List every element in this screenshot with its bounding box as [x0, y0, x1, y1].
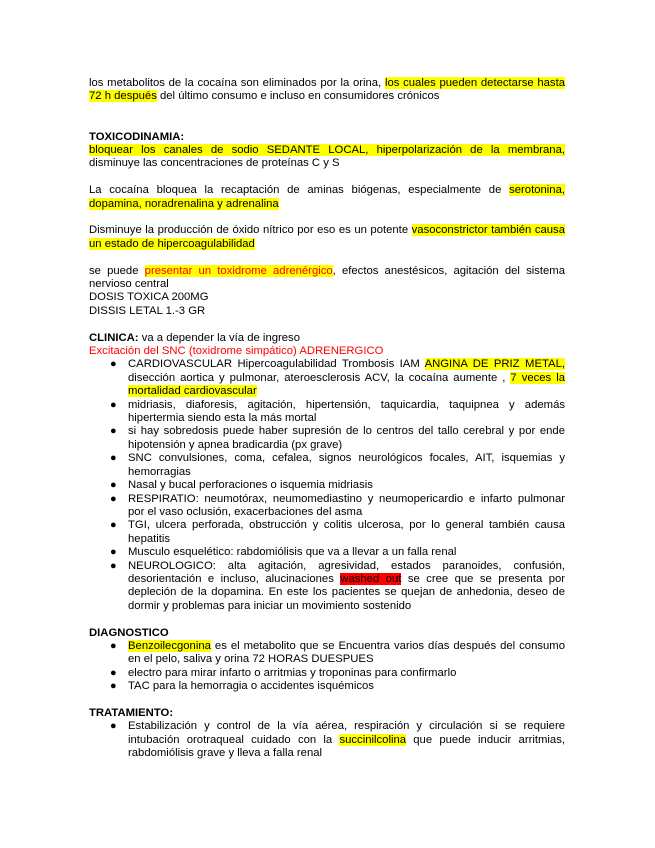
- dose-lethal: DISSIS LETAL 1.-3 GR: [89, 304, 206, 317]
- highlighted-text: ANGINA DE PRIZ METAL,: [424, 358, 565, 371]
- bullet-icon: ●: [110, 666, 117, 679]
- clinica-subheading: Excitación del SNC (toxidrome simpático) ADRENERGICO: [89, 345, 384, 358]
- highlighted-text: vasoconstrictor también causa un estado de hipercoagulabilidad: [89, 224, 565, 250]
- highlighted-text: succinilcolina: [339, 733, 407, 746]
- bullet-icon: ●: [110, 492, 117, 505]
- list-item: ● CARDIOVASCULAR Hipercoagulabilidad Trombosis IAM ANGINA DE PRIZ METAL, disección aortica y pulmonar, ateroesclerosis ACV, la cocaína aumente , 7 veces la mortalidad cardiovascular: [110, 358, 565, 398]
- diagnostico-heading: DIAGNOSTICO: [89, 626, 169, 639]
- toxicodinamia-paragraph-3: Disminuye la producción de óxido nítrico por eso es un potente vasoconstrictor también causa un estado de hipercoagulabilidad: [89, 224, 565, 250]
- toxicodinamia-heading: TOXICODINAMIA:: [89, 130, 185, 143]
- diagnostico-list: [89, 640, 565, 694]
- highlighted-text: Benzoilecgonina: [128, 639, 211, 652]
- clinica-list: [89, 358, 565, 613]
- tratamiento-list: [89, 720, 565, 760]
- highlighted-text: serotonina, dopamina, noradrenalina y adrenalina: [89, 184, 565, 210]
- list-item: ● TGI, ulcera perforada, obstrucción y colitis ulcerosa, por lo general también causa hepatitis: [110, 519, 565, 545]
- toxicodinamia-paragraph-4: se puede presentar un toxidrome adrenérgico, efectos anestésicos, agitación del sistema nervioso central: [89, 264, 566, 291]
- list-item: ● si hay sobredosis puede haber supresión de lo centros del tallo cerebral y por ende hipotensión y apnea bradicardia (px grave): [110, 425, 565, 451]
- bullet-icon: ●: [110, 546, 117, 559]
- list-item: ● electro para mirar infarto o arritmias y troponinas para confirmarlo: [110, 666, 457, 679]
- list-item: ● Benzoilecgonina es el metabolito que se Encuentra varios días después del consumo en el pelo, saliva y orina 72 HORAS DUESPUES: [110, 639, 565, 666]
- highlighted-red-text: presentar un toxidrome adrenérgico: [144, 264, 333, 277]
- list-item: ● Nasal y bucal perforaciones o isquemia midriasis: [110, 479, 373, 492]
- toxicodinamia-paragraph-1: bloquear los canales de sodio SEDANTE LOCAL, hiperpolarización de la membrana, disminuye las concentraciones de proteínas C y S: [89, 144, 565, 170]
- highlighted-text: bloquear los canales de sodio SEDANTE LOCAL, hiperpolarización de la membrana,: [89, 144, 565, 156]
- bullet-icon: ●: [110, 425, 117, 438]
- bullet-icon: ●: [110, 519, 117, 532]
- list-item: ● SNC convulsiones, coma, cefalea, signos neurológicos focales, AIT, isquemias y hemorragias: [110, 452, 565, 478]
- intro-paragraph: los metabolitos de la cocaína son eliminados por la orina, los cuales pueden detectarse hasta 72 h después del último consumo e incluso en consumidores crónicos: [89, 77, 565, 103]
- bullet-icon: ●: [110, 452, 117, 465]
- list-item: ● midriasis, diaforesis, agitación, hipertensión, taquicardia, taquipnea y además hipertermia siendo esta la más mortal: [110, 398, 565, 425]
- bullet-icon: ●: [110, 720, 117, 733]
- bullet-icon: ●: [110, 559, 117, 572]
- bullet-icon: ●: [110, 358, 117, 371]
- list-item: ● NEUROLOGICO: alta agitación, agresividad, estados paranoides, confusión, desorientación e incluso, alucinaciones washed out se cree que se presenta por depleción de la dopamina. En este los pacientes se quejan de anhedonia, deseo de dormir y problemas para iniciar un movimiento sostenido: [110, 559, 566, 612]
- bullet-icon: ●: [110, 639, 117, 652]
- clinica-heading: CLINICA:: [89, 331, 139, 344]
- list-item: ● RESPIRATIO: neumotórax, neumomediastino y neumopericardio e infarto pulmonar por el vaso oclusión, exacerbaciones del asma: [110, 492, 565, 518]
- toxicodinamia-paragraph-2: La cocaína bloquea la recaptación de aminas biógenas, especialmente de serotonina, dopamina, noradrenalina y adrenalina: [89, 184, 565, 210]
- list-item: ● TAC para la hemorragia o accidentes isquémicos: [110, 680, 374, 693]
- red-highlighted-text: washed out: [340, 572, 402, 585]
- bullet-icon: ●: [110, 479, 117, 492]
- bullet-icon: ●: [110, 398, 117, 411]
- list-item: ● Estabilización y control de la vía aérea, respiración y circulación si se requiere intubación orotraqueal cuidado con la succinilcolina que puede inducir arritmias, rabdomiólisis grave y lleva a falla renal: [110, 720, 565, 760]
- highlighted-text: 7 veces la mortalidad cardiovascular: [128, 371, 565, 398]
- document-body: [89, 77, 565, 761]
- highlighted-text: los cuales pueden detectarse hasta 72 h después: [89, 77, 565, 103]
- tratamiento-heading: TRATAMIENTO:: [89, 706, 174, 719]
- clinica-heading-line: CLINICA: va a depender la vía de ingreso: [89, 331, 300, 344]
- list-item: ● Musculo esquelético: rabdomiólisis que va a llevar a un falla renal: [110, 546, 457, 559]
- bullet-icon: ●: [110, 680, 117, 693]
- dose-toxic: DOSIS TOXICA 200MG: [89, 291, 209, 304]
